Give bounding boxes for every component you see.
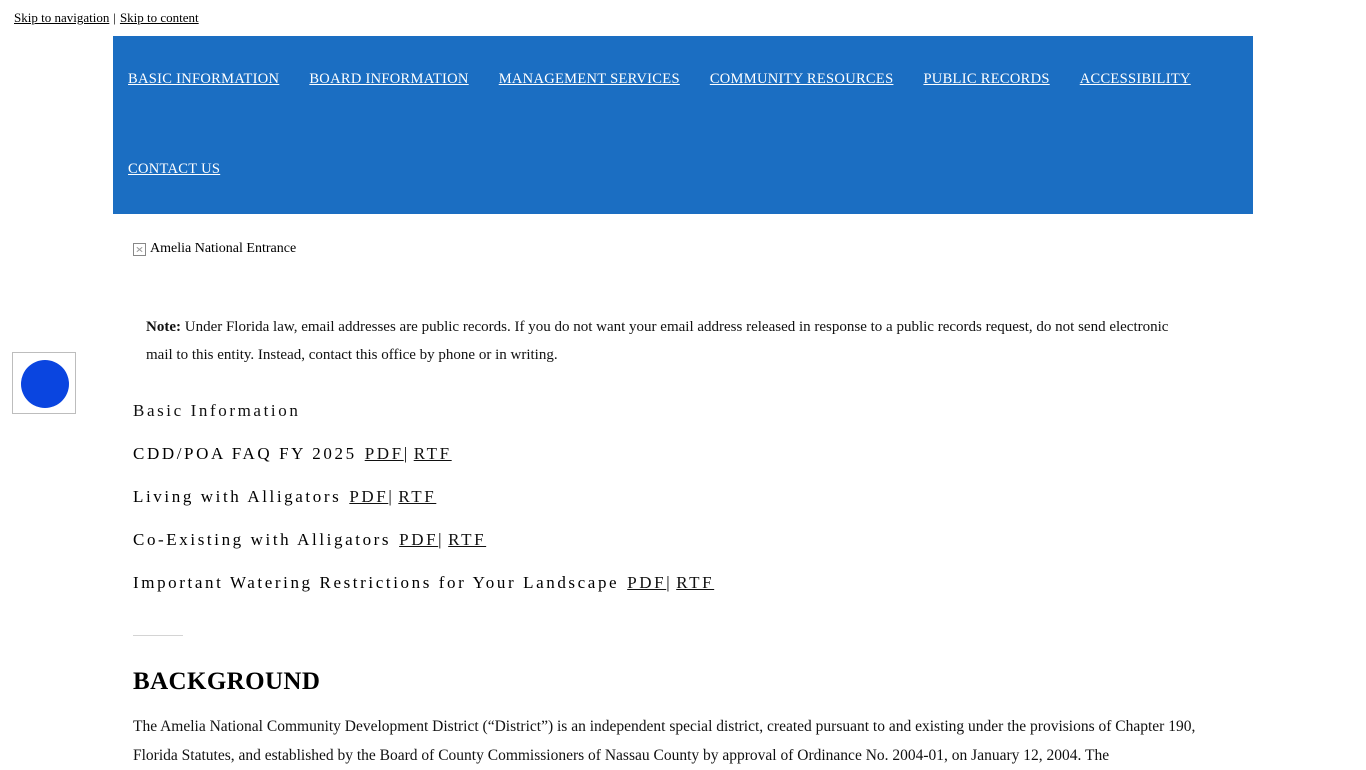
basic-information-heading: Basic Information (133, 401, 301, 420)
skip-to-content-link[interactable]: Skip to content (119, 10, 199, 25)
nav-item-management-services[interactable]: MANAGEMENT SERVICES (498, 71, 680, 87)
nav-item-basic-information[interactable]: BASIC INFORMATION (128, 71, 280, 87)
document-title: Important Watering Restrictions for Your Landscape (133, 573, 620, 592)
nav-item-public-records[interactable]: PUBLIC RECORDS (923, 71, 1050, 87)
background-paragraph: The Amelia National Community Development District (“District”) is an independent special district, created pursuant to and existing under the provisions of Chapter 190, Florida Statutes, and established by the Board of County Commissioners of Nassau County by approval of Ordinance No. 2004-01, on January 12, 2004. The (133, 718, 1196, 764)
document-row-watering-restrictions (133, 573, 1233, 593)
nav-item-contact-us[interactable]: CONTACT US (128, 161, 221, 177)
document-row-living-with-alligators (133, 487, 1233, 507)
document-pdf-link[interactable]: PDF (349, 487, 389, 506)
document-link-separator: | (666, 573, 673, 592)
note-text: Under Florida law, email addresses are public records. If you do not want your email address released in response to a public records request, do not send electronic mail to this entity. Instead, contact this office by phone or in writing. (146, 319, 1169, 363)
accessibility-circle-icon (21, 360, 69, 408)
document-pdf-link[interactable]: PDF (627, 573, 667, 592)
hero-image-placeholder (133, 240, 1233, 258)
nav-item-community-resources[interactable]: COMMUNITY RESOURCES (709, 71, 894, 87)
document-link-separator: | (403, 444, 410, 463)
skip-to-navigation-link[interactable]: Skip to navigation (14, 10, 110, 25)
nav-item-board-information[interactable]: BOARD INFORMATION (309, 71, 469, 87)
document-title: CDD/POA FAQ FY 2025 (133, 444, 357, 463)
page-content (133, 200, 1233, 770)
document-row-co-existing-with-alligators (133, 530, 1233, 550)
broken-image-icon (133, 243, 146, 256)
nav-item-accessibility[interactable]: ACCESSIBILITY (1079, 71, 1191, 87)
note-label: Note: (146, 319, 181, 335)
document-pdf-link[interactable]: PDF (399, 530, 439, 549)
section-divider (133, 635, 183, 636)
document-rtf-link[interactable]: RTF (448, 530, 487, 549)
skip-links-separator: | (113, 10, 116, 25)
public-records-note (146, 313, 1191, 369)
document-title: Living with Alligators (133, 487, 342, 506)
nav-row-primary (128, 70, 1221, 88)
hero-image-alt-text: Amelia National Entrance (150, 241, 297, 256)
document-title: Co-Existing with Alligators (133, 530, 392, 549)
accessibility-widget-button[interactable] (12, 352, 76, 414)
skip-links-bar (0, 0, 1366, 36)
document-link-separator: | (388, 487, 395, 506)
nav-row-secondary (128, 160, 250, 178)
document-link-separator: | (438, 530, 445, 549)
document-rtf-link[interactable]: RTF (398, 487, 437, 506)
document-row-cdd-poa-faq (133, 444, 1233, 464)
main-navigation (113, 36, 1253, 214)
document-rtf-link[interactable]: RTF (413, 444, 452, 463)
background-heading: BACKGROUND (133, 668, 321, 695)
document-pdf-link[interactable]: PDF (364, 444, 404, 463)
document-rtf-link[interactable]: RTF (676, 573, 715, 592)
